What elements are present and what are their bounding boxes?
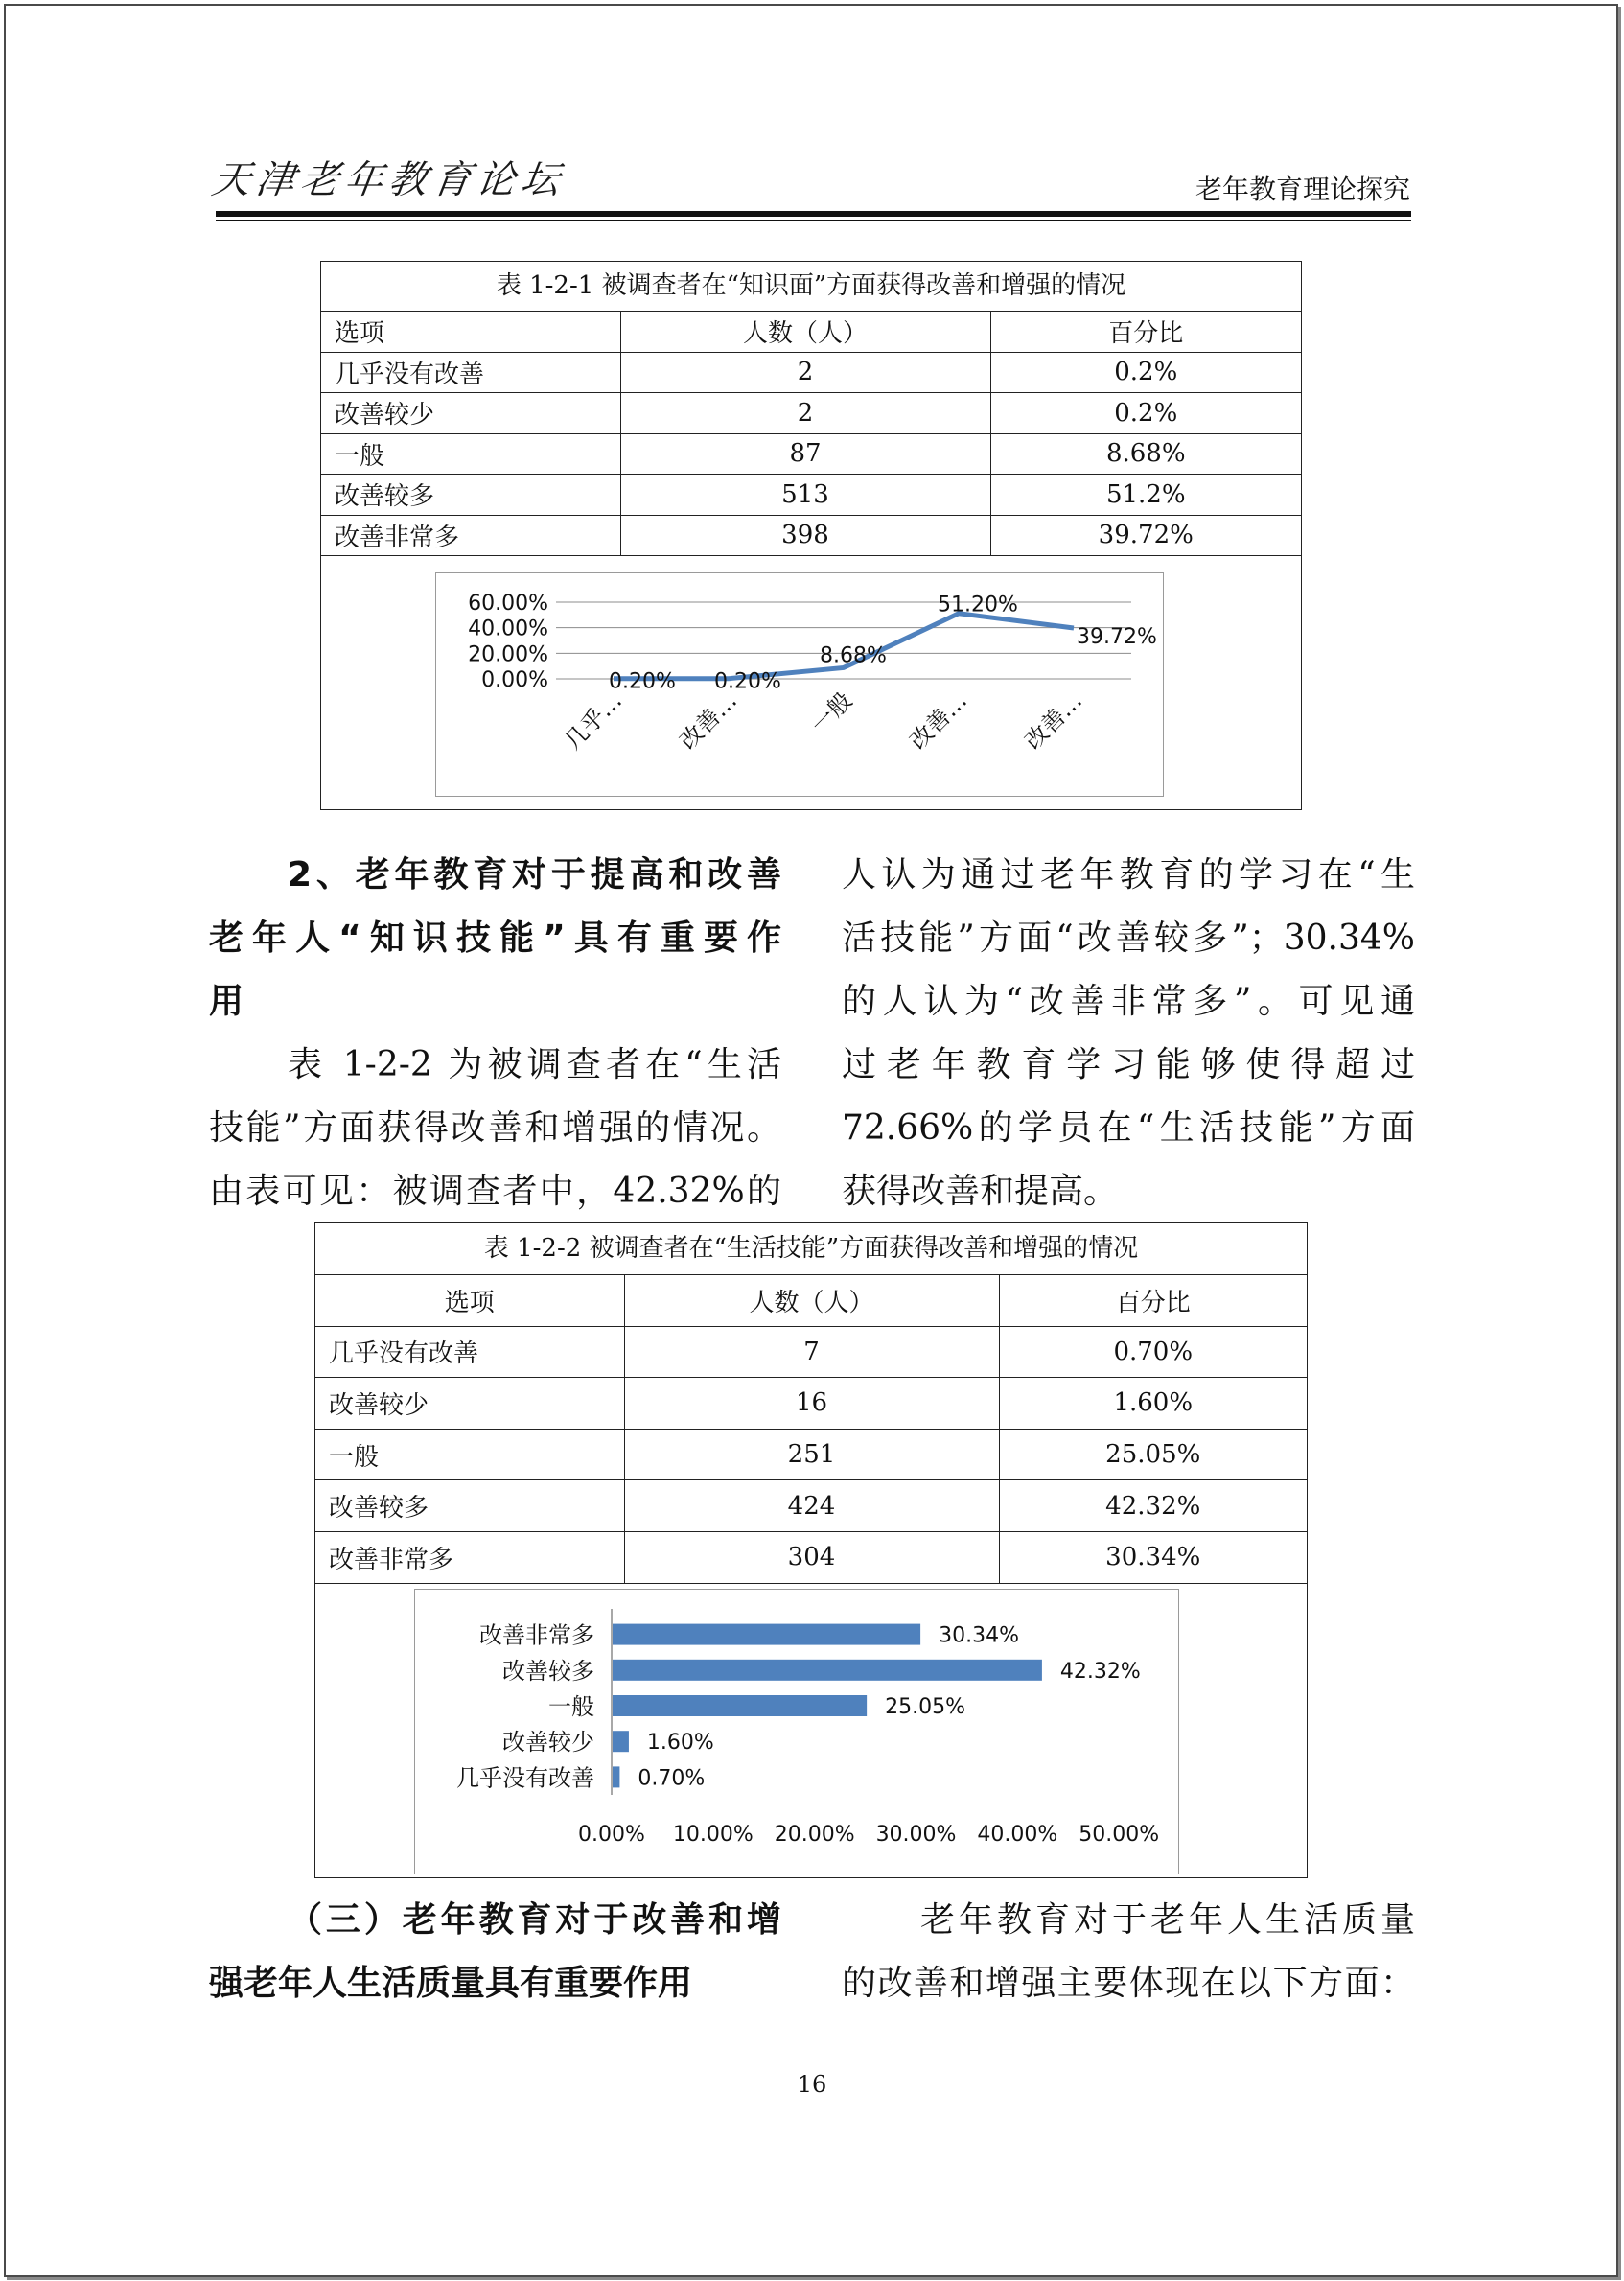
column-header: 选项 — [321, 312, 620, 352]
table-cell: 改善较多 — [315, 1480, 624, 1532]
category-label: 几乎没有改善 — [456, 1764, 594, 1792]
table-cell: 7 — [624, 1326, 999, 1378]
table-cell: 0.2% — [990, 393, 1301, 434]
table-row — [315, 1531, 1307, 1583]
paragraph-line: 老年教育对于老年人生活质量 — [920, 1900, 1415, 1940]
section-title: 老年教育理论探究 — [1195, 174, 1410, 205]
header-rule-thin — [216, 220, 1411, 221]
x-tick-label: 20.00% — [774, 1823, 855, 1847]
header-rule — [216, 211, 1411, 217]
table-row — [321, 393, 1301, 434]
category-label: 改善较多 — [502, 1657, 594, 1685]
table-cell: 改善较少 — [321, 393, 620, 434]
x-tick-label: 一般 — [805, 687, 858, 739]
table-cell: 16 — [624, 1378, 999, 1430]
table-cell: 251 — [624, 1429, 999, 1480]
section-heading-line: 老年人“知识技能”具有重要作 — [209, 919, 781, 958]
data-label: 30.34% — [939, 1623, 1020, 1648]
table-2-grid — [315, 1275, 1307, 1584]
paragraph-line: 过老年教育学习能够使得超过 — [842, 1045, 1415, 1084]
table-cell: 改善较多 — [321, 475, 620, 516]
x-tick-label: 改善… — [674, 687, 743, 756]
category-label: 改善非常多 — [479, 1621, 594, 1649]
table-cell: 398 — [620, 515, 990, 556]
table-cell: 改善非常多 — [321, 515, 620, 556]
data-label: 0.70% — [638, 1766, 706, 1791]
left-column-1 — [209, 844, 781, 1223]
page-number: 16 — [797, 2071, 827, 2098]
data-label: 51.20% — [938, 593, 1018, 617]
table-cell: 一般 — [321, 433, 620, 475]
section-heading-line: 用 — [209, 982, 244, 1021]
paragraph-line: 的人认为“改善非常多”。可见通 — [842, 982, 1415, 1021]
table-1-caption: 表 1-2-1 被调查者在“知识面”方面获得改善和增强的情况 — [321, 262, 1301, 312]
table-cell: 改善较少 — [315, 1378, 624, 1430]
data-label: 0.20% — [609, 669, 676, 694]
table-1-grid — [321, 312, 1301, 556]
table-cell: 424 — [624, 1480, 999, 1532]
y-tick-label: 0.00% — [481, 668, 548, 692]
bar — [613, 1766, 619, 1787]
right-column-2 — [842, 1889, 1415, 2015]
left-column-2 — [209, 1889, 781, 2015]
table-cell: 42.32% — [999, 1480, 1307, 1532]
table-cell: 一般 — [315, 1429, 624, 1480]
y-tick-label: 20.00% — [468, 642, 548, 667]
table-header-row — [321, 312, 1301, 352]
table-cell: 87 — [620, 433, 990, 475]
table-cell: 30.34% — [999, 1531, 1307, 1583]
table-row — [321, 515, 1301, 556]
table-row — [321, 475, 1301, 516]
x-tick-label: 50.00% — [1079, 1823, 1160, 1847]
table-cell: 39.72% — [990, 515, 1301, 556]
bar — [613, 1660, 1042, 1681]
table-row — [321, 352, 1301, 393]
category-label: 改善较少 — [502, 1729, 594, 1757]
paragraph-line: 由表可见：被调查者中，42.32%的 — [209, 1172, 781, 1211]
table-cell: 2 — [620, 393, 990, 434]
paragraph-line: 的改善和增强主要体现在以下方面： — [842, 1964, 1415, 2003]
table-2-caption: 表 1-2-2 被调查者在“生活技能”方面获得改善和增强的情况 — [315, 1223, 1307, 1275]
table-header-row — [315, 1275, 1307, 1326]
right-column-1 — [842, 844, 1415, 1223]
data-label: 25.05% — [885, 1695, 966, 1719]
x-tick-label: 改善… — [1019, 687, 1088, 756]
table-cell: 513 — [620, 475, 990, 516]
bar-chart-frame — [414, 1589, 1179, 1874]
table-cell: 改善非常多 — [315, 1531, 624, 1583]
table-cell: 几乎没有改善 — [321, 352, 620, 393]
table-row — [315, 1326, 1307, 1378]
table-cell: 0.2% — [990, 352, 1301, 393]
section-heading-line: （三）老年教育对于改善和增 — [288, 1900, 781, 1940]
table-row — [315, 1480, 1307, 1532]
category-label: 一般 — [548, 1693, 594, 1720]
table-cell: 0.70% — [999, 1326, 1307, 1378]
table-row — [315, 1429, 1307, 1480]
data-label: 42.32% — [1059, 1659, 1141, 1684]
y-tick-label: 40.00% — [468, 617, 548, 641]
table-cell: 8.68% — [990, 433, 1301, 475]
column-header: 百分比 — [990, 312, 1301, 352]
line-chart — [436, 573, 1165, 798]
paragraph-line: 活技能”方面“改善较多”；30.34% — [842, 919, 1415, 958]
table-cell: 304 — [624, 1531, 999, 1583]
line-chart-frame — [435, 572, 1164, 797]
column-header: 人数（人） — [624, 1275, 999, 1326]
x-tick-label: 几乎… — [559, 687, 628, 756]
bar-chart — [415, 1590, 1180, 1875]
table-cell: 2 — [620, 352, 990, 393]
bar — [613, 1731, 629, 1752]
y-tick-label: 60.00% — [468, 592, 548, 616]
paragraph-line: 人认为通过老年教育的学习在“生 — [842, 855, 1415, 895]
x-tick-label: 10.00% — [672, 1823, 754, 1847]
journal-logo: 天津老年教育论坛 — [209, 158, 568, 202]
paragraph-line: 获得改善和提高。 — [842, 1172, 1119, 1211]
x-tick-label: 30.00% — [875, 1823, 957, 1847]
paragraph-line: 技能”方面获得改善和增强的情况。 — [209, 1108, 781, 1148]
table-cell: 51.2% — [990, 475, 1301, 516]
table-cell: 25.05% — [999, 1429, 1307, 1480]
column-header: 人数（人） — [620, 312, 990, 352]
bar — [613, 1695, 867, 1716]
data-label: 1.60% — [646, 1731, 714, 1756]
table-row — [315, 1378, 1307, 1430]
section-heading-line: 2、老年教育对于提高和改善 — [288, 855, 781, 895]
bar — [613, 1624, 920, 1645]
paragraph-line: 表 1-2-2 为被调查者在“生活 — [288, 1045, 781, 1084]
paragraph-line: 72.66%的学员在“生活技能”方面 — [842, 1108, 1415, 1148]
data-label: 0.20% — [714, 669, 781, 694]
column-header: 选项 — [315, 1275, 624, 1326]
data-label: 8.68% — [820, 643, 887, 668]
column-header: 百分比 — [999, 1275, 1307, 1326]
x-tick-label: 0.00% — [578, 1823, 645, 1847]
table-cell: 几乎没有改善 — [315, 1326, 624, 1378]
table-cell: 1.60% — [999, 1378, 1307, 1430]
x-tick-label: 改善… — [904, 687, 973, 756]
table-row — [321, 433, 1301, 475]
data-label: 39.72% — [1077, 625, 1157, 650]
section-heading-line: 强老年人生活质量具有重要作用 — [209, 1964, 693, 2003]
x-tick-label: 40.00% — [977, 1823, 1058, 1847]
